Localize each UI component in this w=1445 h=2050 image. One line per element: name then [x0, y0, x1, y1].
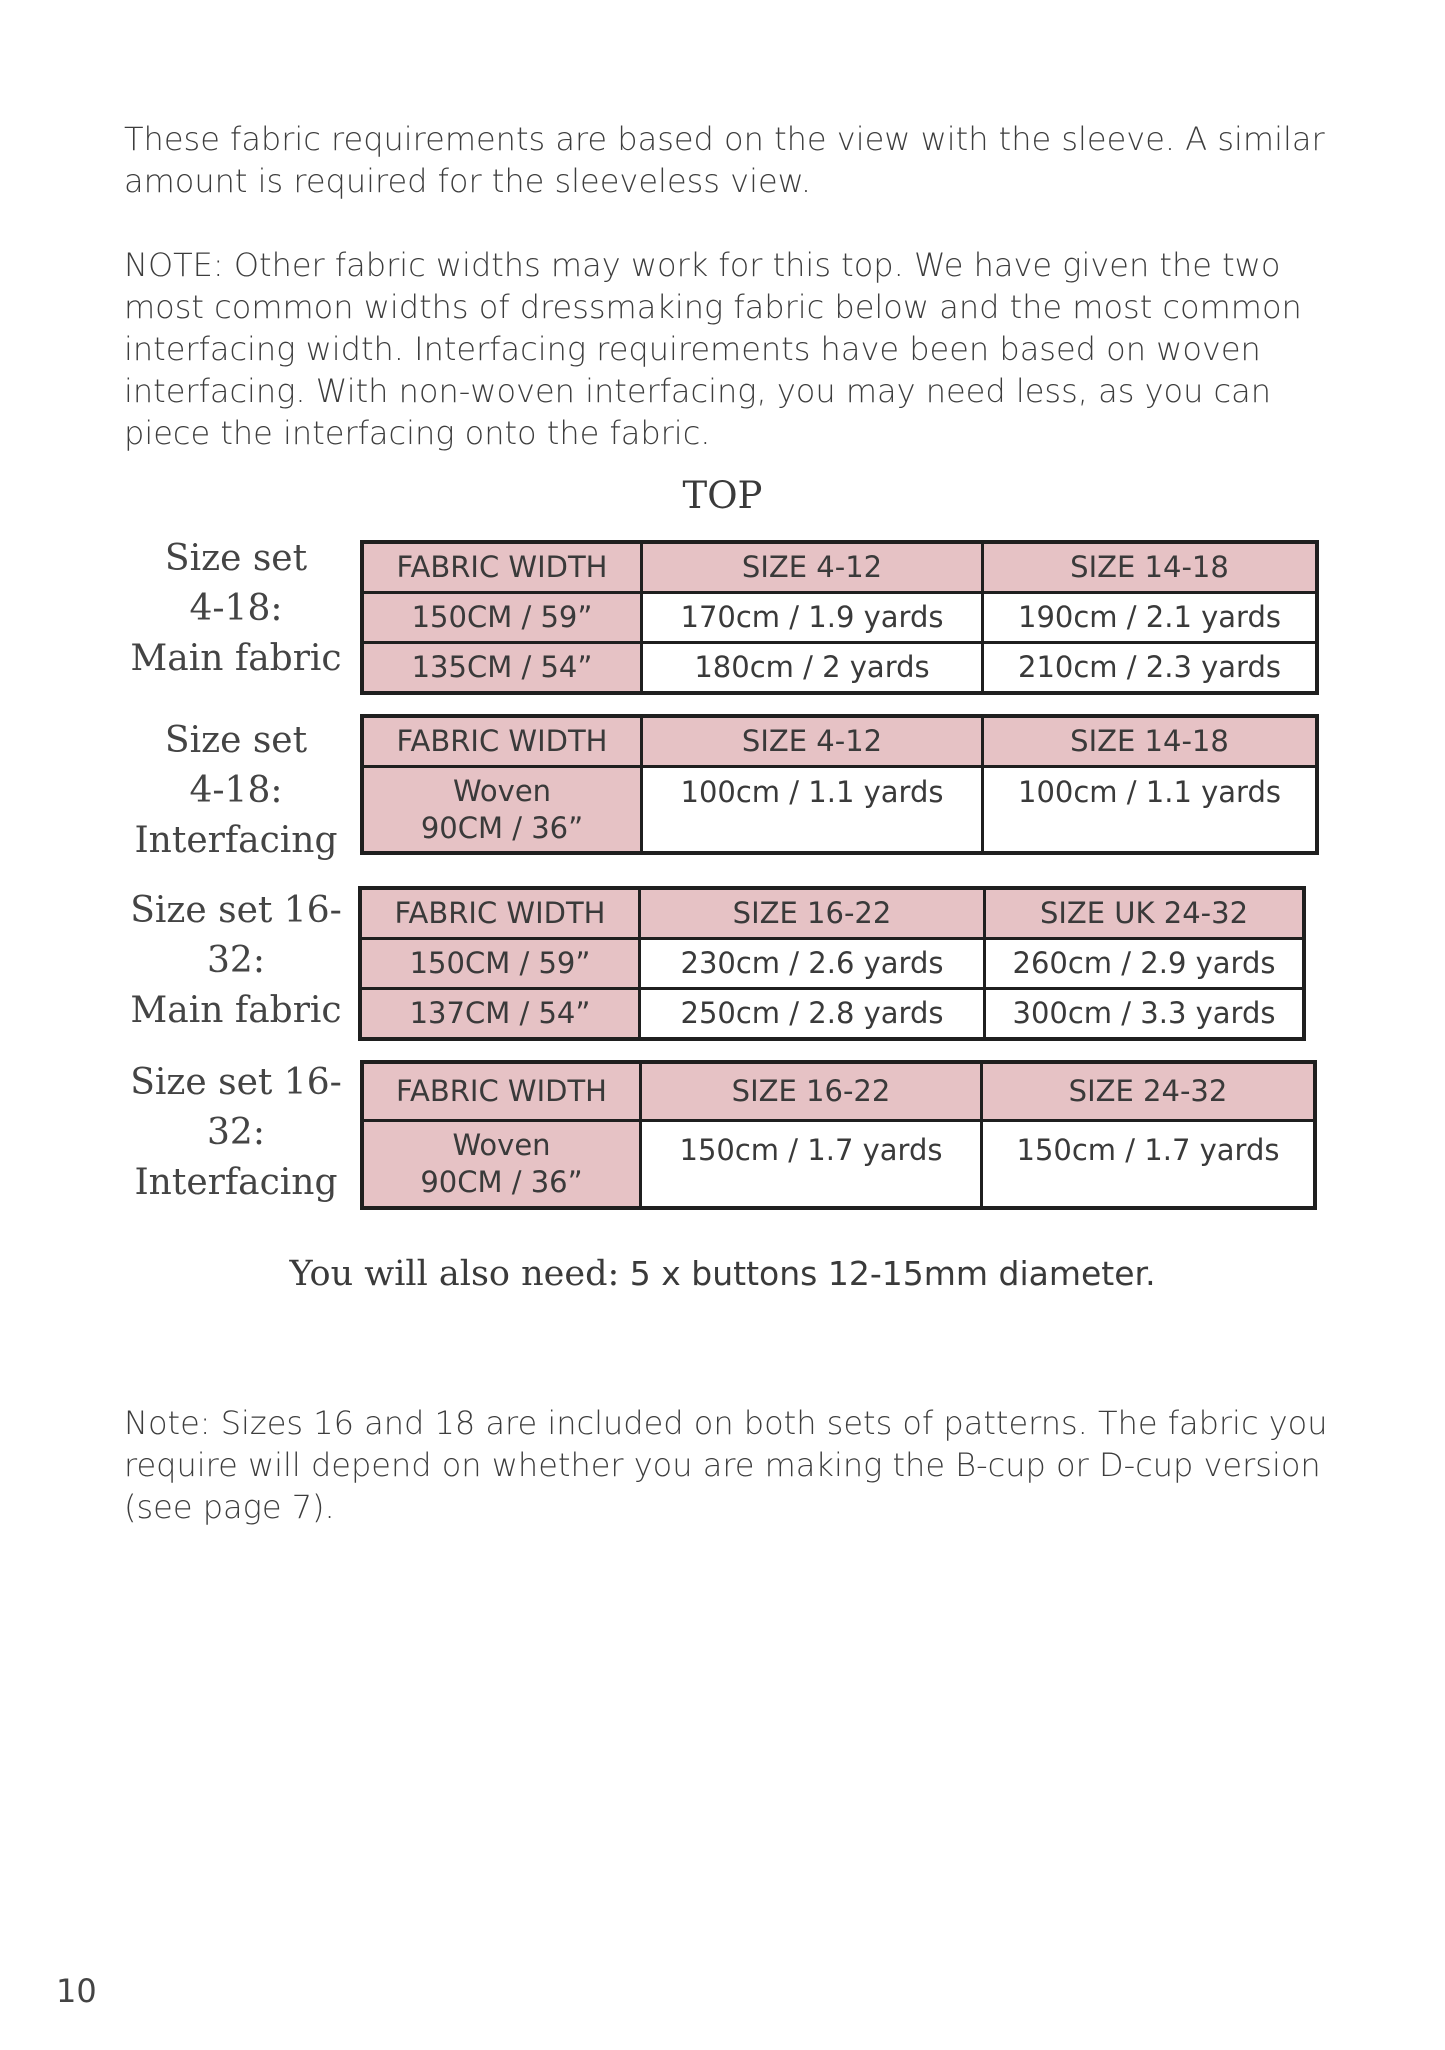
table-row — [362, 593, 1317, 643]
width-type: Woven — [452, 773, 552, 808]
size-set-label-4 — [130, 1058, 342, 1208]
table-row — [362, 643, 1317, 694]
header-cell: SIZE 14-18 — [983, 716, 1318, 767]
header-cell: FABRIC WIDTH — [360, 888, 640, 939]
header-cell: SIZE 4-12 — [642, 716, 983, 767]
table-header-row — [360, 888, 1304, 939]
value-cell: 210cm / 2.3 yards — [983, 643, 1318, 694]
width-value: 90CM / 36” — [420, 810, 584, 845]
value-cell: 250cm / 2.8 yards — [640, 989, 985, 1040]
label-line: 4-18: — [189, 770, 283, 811]
value-cell: 150cm / 1.7 yards — [982, 1121, 1316, 1209]
value-cell: 150cm / 1.7 yards — [641, 1121, 982, 1209]
table-row — [360, 989, 1304, 1040]
header-cell: SIZE 16-22 — [640, 888, 985, 939]
label-line: Size set — [164, 720, 308, 761]
width-cell — [362, 767, 642, 854]
label-line: Size set 16- — [130, 1062, 342, 1103]
header-cell: SIZE 4-12 — [642, 542, 983, 593]
label-line: Main fabric — [130, 638, 342, 679]
header-cell: SIZE UK 24-32 — [985, 888, 1305, 939]
page-number: 10 — [56, 1972, 97, 2010]
requirements-table-3 — [358, 886, 1306, 1041]
header-cell: FABRIC WIDTH — [362, 1062, 641, 1121]
size-set-label-3 — [130, 886, 342, 1036]
value-cell: 100cm / 1.1 yards — [983, 767, 1318, 854]
table-header-row — [362, 542, 1317, 593]
value-cell: 170cm / 1.9 yards — [642, 593, 983, 643]
header-cell: FABRIC WIDTH — [362, 542, 642, 593]
label-line: 4-18: — [189, 588, 283, 629]
requirements-table-4 — [360, 1060, 1317, 1210]
label-line: Size set — [164, 538, 308, 579]
width-cell: 150CM / 59” — [360, 939, 640, 989]
width-cell: 135CM / 54” — [362, 643, 642, 694]
table-row — [362, 767, 1317, 854]
table-row — [362, 1121, 1315, 1209]
label-line: Interfacing — [134, 1162, 338, 1203]
also-need-text: 5 x buttons 12-15mm diameter. — [629, 1254, 1156, 1293]
label-line: Size set 16- — [130, 890, 342, 931]
size-set-label-2 — [130, 716, 342, 866]
value-cell: 230cm / 2.6 yards — [640, 939, 985, 989]
width-cell: 150CM / 59” — [362, 593, 642, 643]
note-paragraph: Note: Sizes 16 and 18 are included on both sets of patterns. The fabric you require will depend on whether you are making the B-cup or D-cup version (see page 7). — [124, 1404, 1328, 1526]
width-value: 90CM / 36” — [420, 1165, 583, 1199]
header-cell: SIZE 24-32 — [982, 1062, 1316, 1121]
value-cell: 100cm / 1.1 yards — [642, 767, 983, 854]
width-cell: 137CM / 54” — [360, 989, 640, 1040]
label-line: Main fabric — [130, 990, 342, 1031]
label-line: Interfacing — [134, 820, 338, 861]
value-cell: 190cm / 2.1 yards — [983, 593, 1318, 643]
also-need-line — [0, 1254, 1445, 1294]
intro-paragraph-1: These fabric requirements are based on the view with the sleeve. A similar amount is required for the sleeveless view. — [124, 120, 1325, 200]
value-cell: 260cm / 2.9 yards — [985, 939, 1305, 989]
width-type: Woven — [452, 1128, 551, 1162]
width-cell — [362, 1121, 641, 1209]
table-header-row — [362, 716, 1317, 767]
table-row — [360, 939, 1304, 989]
table-header-row — [362, 1062, 1315, 1121]
intro-paragraph-2: NOTE: Other fabric widths may work for this top. We have given the two most common widths of dressmaking fabric below and the most common interfacing width. Interfacing requirements have been based on woven interfacing. With non-woven interfacing, you may need less, as you can piece the interfacing onto the fabric. — [124, 246, 1302, 452]
label-line: 32: — [207, 1112, 265, 1153]
value-cell: 300cm / 3.3 yards — [985, 989, 1305, 1040]
section-heading: TOP — [682, 474, 763, 517]
header-cell: SIZE 14-18 — [983, 542, 1318, 593]
also-need-lead: You will also need: — [289, 1254, 620, 1294]
size-set-label-1 — [130, 534, 342, 684]
value-cell: 180cm / 2 yards — [642, 643, 983, 694]
requirements-table-1 — [360, 540, 1319, 695]
header-cell: SIZE 16-22 — [641, 1062, 982, 1121]
header-cell: FABRIC WIDTH — [362, 716, 642, 767]
requirements-table-2 — [360, 714, 1319, 855]
label-line: 32: — [207, 940, 265, 981]
